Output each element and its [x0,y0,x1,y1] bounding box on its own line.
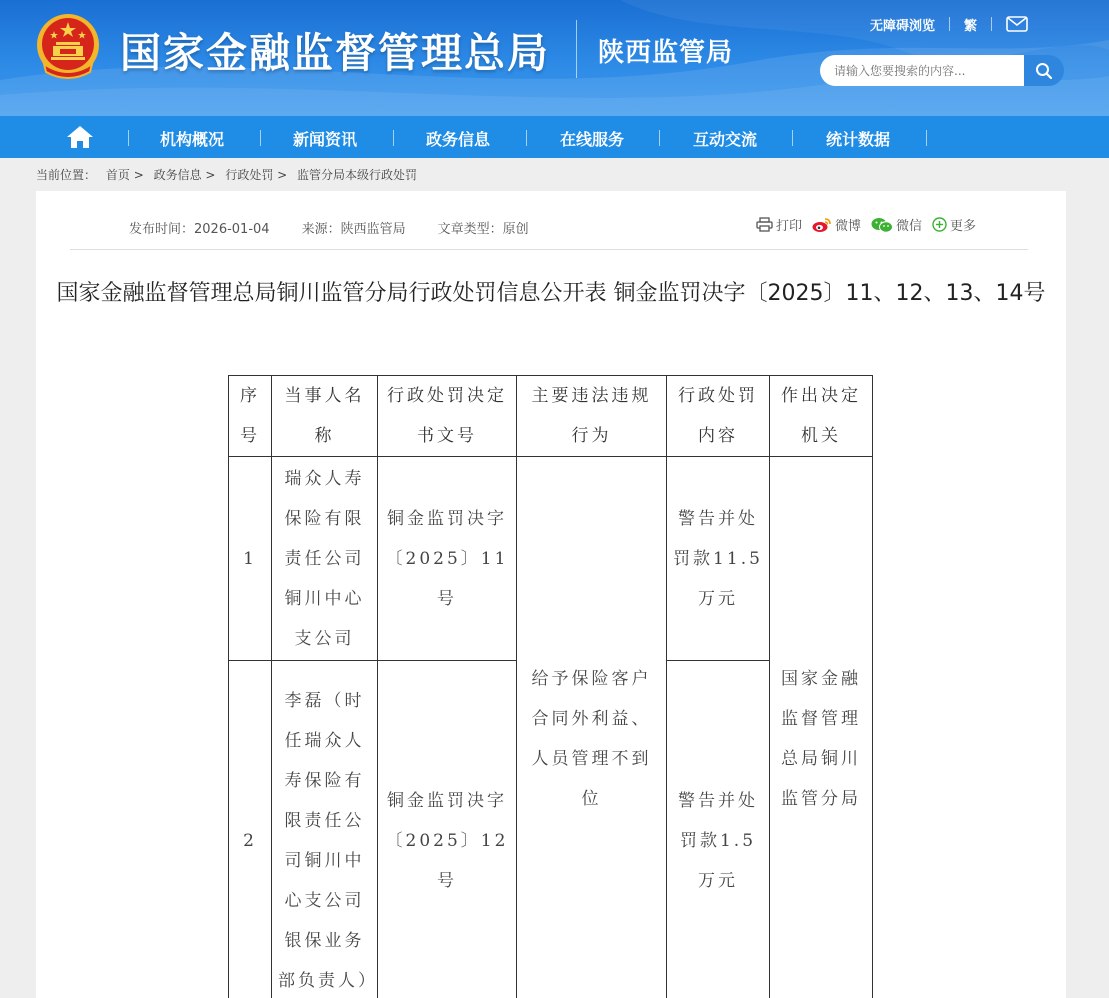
breadcrumb-penalty[interactable]: 行政处罚 [225,168,274,182]
wechat-share-button[interactable] [871,215,922,234]
weibo-label: 微博 [835,219,862,234]
nav-separator [659,130,660,146]
wechat-icon [871,217,893,233]
traditional-chinese-link[interactable]: 繁 [964,18,978,34]
row-no: 1 [229,457,272,661]
row-penalty: 警告并处罚款11.5万元 [667,457,770,661]
search-input[interactable] [820,55,1025,86]
breadcrumb-label: 当前位置： [36,168,97,182]
meta-divider [70,249,1028,250]
header-no: 序号 [229,376,272,457]
weibo-icon [812,217,832,233]
header-violation: 主要违法违规行为 [517,376,667,457]
main-nav [0,116,1109,158]
branch-title: 陕西监管局 [598,38,734,68]
publish-date: 发布时间：2026-01-04 [129,222,270,237]
more-label: 更多 [950,219,977,234]
row-no: 2 [229,661,272,998]
nav-separator [792,130,793,146]
article-source: 来源：陕西监管局 [301,222,406,237]
top-links [870,13,1028,35]
header-authority: 作出决定机关 [770,376,873,457]
org-title: 国家金融监督管理总局 [120,29,550,77]
breadcrumb-separator: > [133,168,144,182]
nav-item-interaction[interactable]: 互动交流 [693,130,758,149]
national-emblem-icon [34,12,102,82]
plus-circle-icon [932,217,947,232]
search-button[interactable] [1024,55,1064,86]
breadcrumb-government-info[interactable]: 政务信息 [153,168,202,182]
home-icon[interactable] [66,125,94,149]
top-link-separator [991,17,992,31]
share-bar [756,215,986,234]
nav-separator [926,130,927,146]
breadcrumb [36,166,417,183]
header-party: 当事人名称 [272,376,378,457]
printer-icon [756,217,773,232]
article-type: 文章类型：原创 [437,222,529,237]
nav-item-org-overview[interactable]: 机构概况 [160,130,225,149]
table-header-row [229,376,873,457]
row-violation: 给予保险客户合同外利益、人员管理不到位 [517,457,667,998]
breadcrumb-home[interactable]: 首页 [105,168,130,182]
row-doc-number: 铜金监罚决字〔2025〕11号 [378,457,517,661]
article-meta [129,218,561,237]
header-doc-number: 行政处罚决定书文号 [378,376,517,457]
nav-item-statistics[interactable]: 统计数据 [826,130,891,149]
row-party: 瑞众人寿保险有限责任公司铜川中心支公司 [272,457,378,661]
row-penalty: 警告并处罚款1.5万元 [667,661,770,998]
breadcrumb-separator: > [277,168,288,182]
title-divider [576,20,577,78]
nav-item-online-service[interactable]: 在线服务 [560,130,625,149]
more-share-button[interactable] [932,215,976,234]
row-doc-number: 铜金监罚决字〔2025〕12号 [378,661,517,998]
article-card [36,191,1066,998]
row-authority: 国家金融监督管理总局铜川监管分局 [770,457,873,998]
print-label: 打印 [776,219,803,234]
header-penalty: 行政处罚内容 [667,376,770,457]
wechat-label: 微信 [896,219,923,234]
breadcrumb-branch-penalty[interactable]: 监管分局本级行政处罚 [297,168,418,182]
print-button[interactable] [756,215,802,234]
nav-separator [128,130,129,146]
site-header [0,0,1109,116]
weibo-share-button[interactable] [812,215,861,234]
nav-separator [526,130,527,146]
penalty-table [228,375,873,998]
nav-item-news[interactable]: 新闻资讯 [293,130,358,149]
nav-item-government-info[interactable]: 政务信息 [426,130,491,149]
mail-icon[interactable] [1006,16,1028,32]
accessible-browse-link[interactable]: 无障碍浏览 [870,18,936,34]
top-link-separator [949,17,950,31]
table-row [229,457,873,661]
breadcrumb-separator: > [205,168,216,182]
nav-separator [260,130,261,146]
nav-separator [393,130,394,146]
search-icon [1035,62,1053,80]
row-party: 李磊（时任瑞众人寿保险有限责任公司铜川中心支公司银保业务部负责人） [272,661,378,998]
article-title: 国家金融监督管理总局铜川监管分局行政处罚信息公开表 铜金监罚决字〔2025〕11、12、13、14号 [56,281,1046,306]
